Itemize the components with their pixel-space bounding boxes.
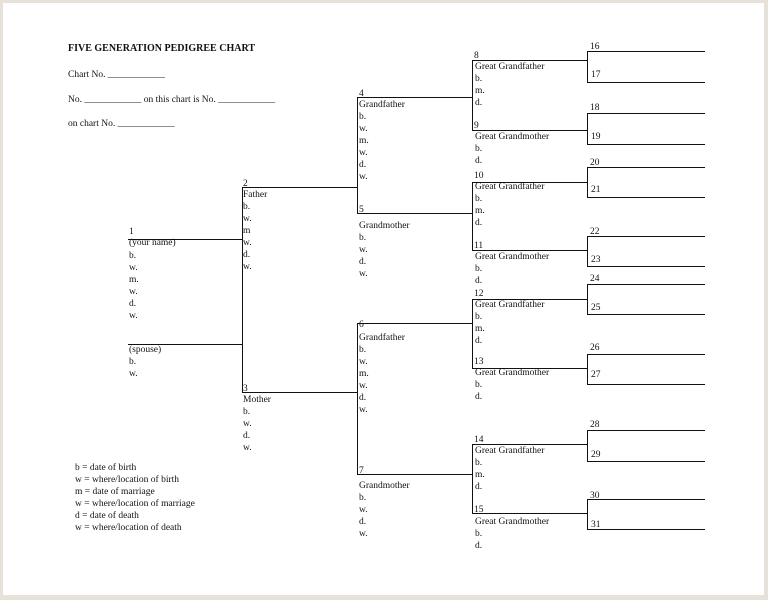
gen5-line [587, 113, 705, 114]
gen4-bracket [587, 236, 588, 267]
gen5-number: 31 [591, 520, 601, 530]
gen5-line [587, 197, 705, 198]
gen4-bracket [587, 430, 588, 462]
gen1-spouse-field: b. [129, 357, 137, 367]
gen5-line [587, 314, 705, 315]
legend-item: w = where/location of death [75, 523, 182, 533]
gen5-line [587, 236, 705, 237]
gen4-number: 12 [474, 289, 484, 299]
gen4-number: 13 [474, 357, 484, 367]
gen5-number: 27 [591, 370, 601, 380]
gen5-line [587, 499, 705, 500]
gen2-father-label: Father [243, 190, 268, 200]
gen1-person-name-label: (your name) [129, 238, 176, 248]
gen5-line [587, 461, 705, 462]
gen4-bracket [587, 354, 588, 385]
gen5-line [587, 529, 705, 530]
gen4-field: b. [475, 74, 483, 84]
gen2-mother-number: 3 [243, 384, 248, 394]
gen4-bracket [587, 284, 588, 315]
gen5-number: 20 [590, 158, 600, 168]
gen3-field: w. [359, 405, 368, 415]
gen5-number: 17 [591, 70, 601, 80]
gen4-field: m. [475, 324, 485, 334]
gen4-great-grandfather-label: Great Grandfather [475, 182, 545, 192]
gen4-field: b. [475, 380, 483, 390]
gen3-grandfather-number: 6 [359, 320, 364, 330]
gen3-field: w. [359, 172, 368, 182]
gen5-number: 16 [590, 42, 600, 52]
gen1-person-field: b. [129, 251, 137, 261]
gen3-grandfather-number: 4 [359, 89, 364, 99]
legend-item: b = date of birth [75, 463, 137, 473]
gen4-field: d. [475, 218, 483, 228]
gen2-father-field: m [243, 226, 251, 236]
gen5-line [587, 384, 705, 385]
gen2-father-field: w. [243, 238, 252, 248]
gen5-number: 21 [591, 185, 601, 195]
gen3-grandmother-line [357, 474, 473, 475]
chart-number-field: Chart No. ____________ [68, 70, 165, 80]
gen4-field: b. [475, 194, 483, 204]
pedigree-sheet [3, 3, 764, 595]
gen3-grandmother-number: 7 [359, 466, 364, 476]
gen4-great-grandfather-label: Great Grandfather [475, 446, 545, 456]
gen2-mother-field: d. [243, 431, 251, 441]
gen2-father-number: 2 [243, 179, 248, 189]
gen5-line [587, 51, 705, 52]
gen2-father-field: w. [243, 214, 252, 224]
gen1-person-field: w. [129, 287, 138, 297]
gen3-grandfather-label: Grandfather [359, 100, 405, 110]
gen5-line [587, 167, 705, 168]
gen4-field: d. [475, 276, 483, 286]
legend-item: m = date of marriage [75, 487, 155, 497]
gen3-field: b. [359, 233, 367, 243]
gen4-bracket [587, 113, 588, 145]
gen4-field: b. [475, 144, 483, 154]
gen5-number: 25 [591, 303, 601, 313]
gen4-great-grandmother-line [472, 513, 588, 514]
gen3-field: b. [359, 345, 367, 355]
gen3-field: b. [359, 112, 367, 122]
gen4-great-grandfather-label: Great Grandfather [475, 300, 545, 310]
gen4-field: b. [475, 264, 483, 274]
gen4-bracket [587, 51, 588, 83]
gen3-field: w. [359, 245, 368, 255]
gen3-field: d. [359, 517, 367, 527]
gen4-great-grandmother-label: Great Grandmother [475, 368, 550, 378]
gen5-number: 18 [590, 103, 600, 113]
gen2-mother-field: b. [243, 407, 251, 417]
gen3-grandmother-number: 5 [359, 205, 364, 215]
gen3-field: d. [359, 257, 367, 267]
gen4-field: d. [475, 156, 483, 166]
gen4-field: m. [475, 86, 485, 96]
gen3-field: w. [359, 529, 368, 539]
gen2-father-field: b. [243, 202, 251, 212]
number-on-chart-field: No. ____________ on this chart is No. ____________ [68, 95, 276, 105]
gen3-grandfather-label: Grandfather [359, 333, 405, 343]
gen1-spouse-label: (spouse) [129, 345, 162, 355]
gen2-father-line [242, 187, 358, 188]
gen3-field: d. [359, 393, 367, 403]
gen4-field: m. [475, 470, 485, 480]
gen5-line [587, 430, 705, 431]
gen2-mother-label: Mother [243, 395, 271, 405]
gen3-grandfather-line [357, 97, 473, 98]
gen4-number: 11 [474, 241, 484, 251]
gen2-mother-field: w. [243, 419, 252, 429]
gen4-great-grandfather-label: Great Grandfather [475, 62, 545, 72]
gen4-field: b. [475, 529, 483, 539]
legend-item: w = where/location of birth [75, 475, 180, 485]
legend-item: d = date of death [75, 511, 139, 521]
gen1-person-field: w. [129, 311, 138, 321]
gen5-number: 26 [590, 343, 600, 353]
gen4-number: 10 [474, 171, 484, 181]
on-chart-number-field: on chart No. ____________ [68, 119, 175, 129]
gen3-field: m. [359, 136, 369, 146]
gen4-number: 9 [474, 121, 479, 131]
gen3-grandfather-line [357, 323, 473, 324]
gen3-field: m. [359, 369, 369, 379]
gen2-father-field: d. [243, 250, 251, 260]
gen4-bracket [587, 499, 588, 530]
gen5-number: 28 [590, 420, 600, 430]
gen3-field: w. [359, 381, 368, 391]
gen5-number: 19 [591, 132, 601, 142]
gen4-field: d. [475, 336, 483, 346]
gen1-person-field: w. [129, 263, 138, 273]
gen4-field: m. [475, 206, 485, 216]
gen2-mother-field: w. [243, 443, 252, 453]
gen5-line [587, 266, 705, 267]
gen3-field: w. [359, 124, 368, 134]
gen3-grandmother-line [357, 213, 473, 214]
gen1-person-field: m. [129, 275, 139, 285]
legend-item: w = where/location of marriage [75, 499, 195, 509]
gen5-line [587, 284, 705, 285]
gen3-bracket [472, 444, 473, 514]
gen4-field: d. [475, 392, 483, 402]
gen3-grandmother-label: Grandmother [359, 481, 410, 491]
gen3-field: w. [359, 148, 368, 158]
gen4-field: d. [475, 98, 483, 108]
gen4-field: d. [475, 482, 483, 492]
gen3-field: d. [359, 160, 367, 170]
gen4-number: 15 [474, 505, 484, 515]
gen4-field: d. [475, 541, 483, 551]
gen3-field: w. [359, 269, 368, 279]
gen5-number: 23 [591, 255, 601, 265]
gen2-father-field: w. [243, 262, 252, 272]
gen5-number: 22 [590, 227, 600, 237]
gen4-great-grandmother-label: Great Grandmother [475, 517, 550, 527]
gen3-field: w. [359, 505, 368, 515]
gen5-line [587, 144, 705, 145]
gen5-line [587, 354, 705, 355]
gen1-spouse-field: w. [129, 369, 138, 379]
chart-title: FIVE GENERATION PEDIGREE CHART [68, 43, 255, 54]
gen4-field: b. [475, 312, 483, 322]
gen4-great-grandmother-label: Great Grandmother [475, 252, 550, 262]
gen4-great-grandmother-label: Great Grandmother [475, 132, 550, 142]
gen4-number: 14 [474, 435, 484, 445]
gen5-number: 24 [590, 274, 600, 284]
gen4-field: b. [475, 458, 483, 468]
gen3-field: w. [359, 357, 368, 367]
gen1-person-field: d. [129, 299, 137, 309]
gen3-field: b. [359, 493, 367, 503]
gen4-bracket [587, 167, 588, 198]
gen2-mother-line [242, 392, 358, 393]
gen5-number: 29 [591, 450, 601, 460]
gen1-person-number: 1 [129, 227, 134, 237]
gen4-number: 8 [474, 51, 479, 61]
gen5-number: 30 [590, 491, 600, 501]
gen5-line [587, 82, 705, 83]
gen3-grandmother-label: Grandmother [359, 221, 410, 231]
